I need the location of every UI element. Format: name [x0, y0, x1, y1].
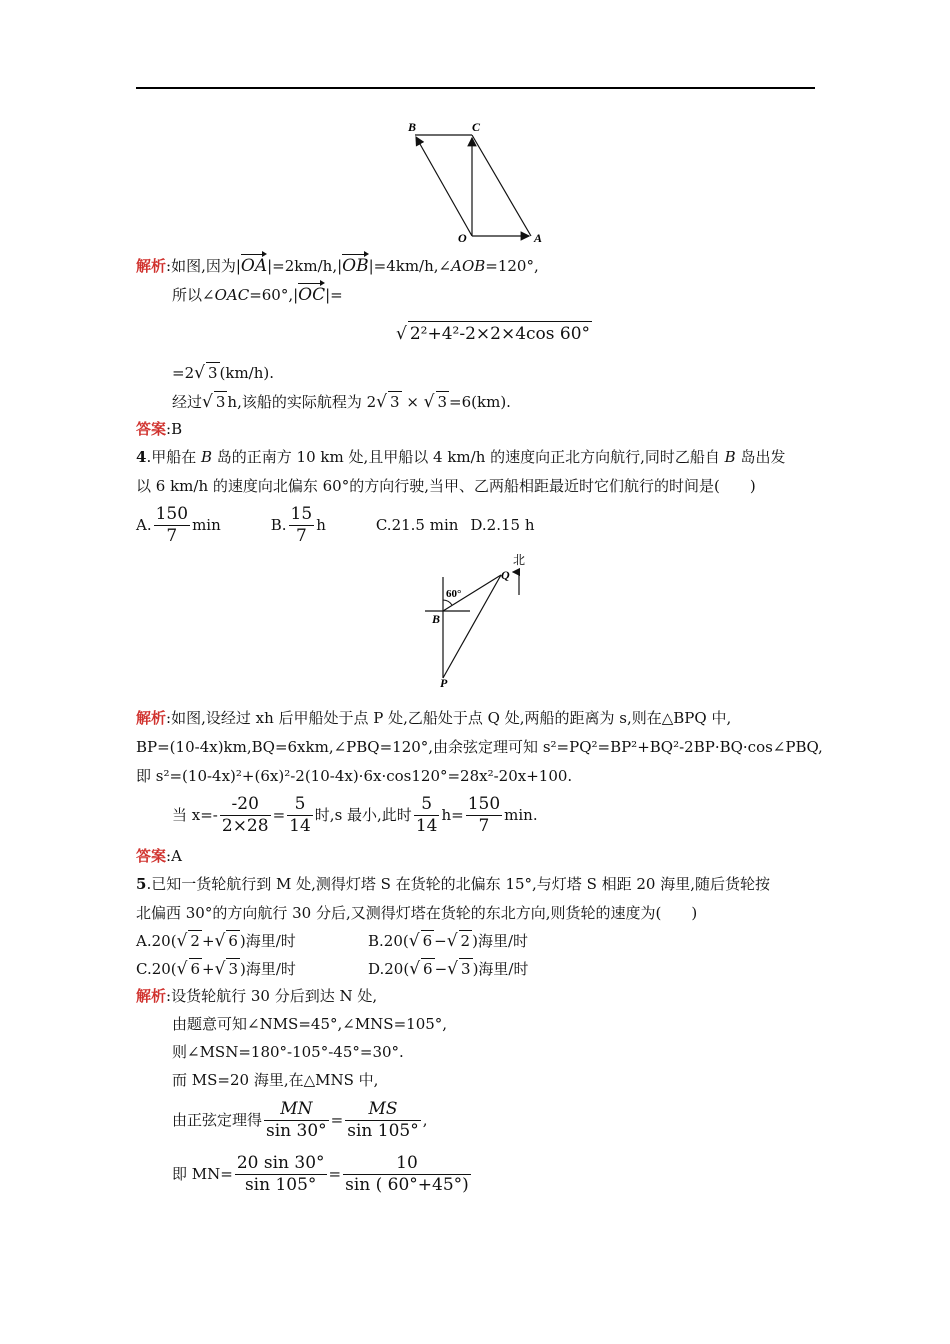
fraction — [289, 504, 315, 547]
text: |= — [325, 286, 343, 304]
unit: h — [316, 516, 326, 534]
denominator: 7 — [295, 525, 307, 546]
answer-value: :A — [166, 847, 182, 865]
text: BP=(10-4x)km,BQ=6xkm,∠PBQ=120°,由余弦定理可知 s²=PQ²=BP²+BQ²-2BP·BQ·cos∠PBQ, — [136, 738, 823, 756]
denominator: 14 — [289, 815, 311, 836]
denominator: sin 30° — [266, 1120, 327, 1141]
text: h= — [441, 806, 464, 824]
text: 时,s 最小,此时 — [314, 806, 412, 824]
numerator: MS — [345, 1099, 420, 1121]
numerator: 10 — [343, 1153, 471, 1175]
navigation-diagram — [420, 550, 535, 690]
answer-label: 答案 — [136, 847, 167, 865]
text: min. — [504, 806, 538, 824]
denominator: 2×28 — [221, 815, 269, 836]
option-a[interactable] — [136, 504, 221, 547]
text: 当 x=- — [172, 806, 218, 824]
question-number: 4 — [136, 448, 147, 466]
option-b[interactable] — [368, 930, 528, 951]
numerator: 5 — [287, 794, 313, 816]
vector-oc-label: OC — [298, 285, 326, 305]
text: , — [422, 1111, 428, 1129]
numerator: 150 — [467, 793, 501, 814]
fraction — [220, 794, 271, 837]
vector-oa-label: OA — [240, 256, 268, 276]
text: 岛的正南方 10 km 处,且甲船以 4 km/h 的速度向正北方向航行,同时乙船自 — [212, 448, 725, 466]
radicand: 6 — [423, 960, 433, 978]
text: A.20( — [136, 932, 177, 950]
radicand: 3 — [228, 960, 239, 978]
text: :如图,设经过 xh 后甲船处于点 P 处,乙船处于点 Q 处,两船的距离为 s,则在△BPQ 中, — [166, 709, 732, 727]
radicand: 6 — [228, 932, 238, 950]
equals-sign: = — [330, 1111, 344, 1129]
text: 北偏西 30°的方向航行 30 分后,又测得灯塔在货轮的东北方向,则货轮的速度为( ) — [136, 904, 698, 922]
radical-sign: √ — [176, 931, 188, 951]
radical-sign: √ — [176, 959, 188, 979]
text: 岛出发 — [735, 448, 786, 466]
text: × — [401, 393, 424, 411]
radicand: 3 — [215, 393, 226, 411]
q3-solution-line2 — [172, 283, 343, 305]
text: 由正弦定理得 — [172, 1111, 263, 1129]
text: |=2km/h,| — [267, 257, 343, 275]
q4-solution-line3 — [136, 766, 572, 786]
option-b[interactable] — [271, 504, 326, 547]
point-b: B — [200, 448, 213, 466]
numerator: 5 — [414, 794, 440, 816]
q4-stem-line1 — [136, 447, 785, 467]
q5-solution-line6 — [172, 1150, 473, 1198]
numerator: MN — [264, 1099, 329, 1121]
vector-ob — [416, 137, 472, 236]
radicand: 2 — [460, 932, 471, 950]
radicand: 3 — [461, 960, 471, 978]
north-label: 北 — [513, 553, 526, 567]
q5-solution-line4 — [172, 1070, 378, 1090]
denominator: sin 105° — [244, 1174, 317, 1195]
text: .甲船在 — [146, 448, 201, 466]
denominator: 7 — [478, 815, 490, 836]
fraction — [466, 794, 502, 837]
point-label-c: C — [472, 120, 481, 134]
denominator: sin 105° — [347, 1120, 419, 1141]
text: :如图,因为| — [166, 257, 241, 275]
text: :设货轮航行 30 分后到达 N 处, — [166, 987, 378, 1005]
text: =120°, — [485, 257, 539, 275]
radical-sign: √ — [408, 931, 420, 951]
radical-sign: √ — [194, 363, 205, 383]
solution-label: 解析 — [136, 257, 167, 275]
operator: + — [201, 932, 215, 950]
angle-name: AOB — [451, 257, 486, 275]
text: B.20( — [368, 932, 409, 950]
text: C.20( — [136, 960, 177, 978]
text: D.20( — [368, 960, 410, 978]
radical-sign: √ — [396, 324, 407, 344]
solution-label: 解析 — [136, 709, 167, 727]
point-b: B — [724, 448, 736, 466]
radical-sign: √ — [423, 392, 435, 412]
radical-sign: √ — [214, 931, 226, 951]
operator: − — [434, 960, 448, 978]
radical-sign: √ — [202, 392, 213, 412]
operator: + — [202, 960, 215, 978]
fraction — [343, 1153, 471, 1196]
answer-label: 答案 — [136, 420, 167, 438]
fraction — [414, 794, 440, 837]
angle-name: OAC — [214, 286, 250, 304]
angle-arc — [443, 600, 452, 605]
text: 以 6 km/h 的速度向北偏东 60°的方向行驶,当甲、乙两船相距最近时它们航行的时间是( ) — [136, 477, 756, 495]
question-number: 5 — [136, 875, 147, 893]
radical-sign: √ — [214, 959, 226, 979]
text: )海里/时 — [239, 932, 296, 950]
option-letter: A. — [136, 516, 152, 534]
q5-solution-line3 — [172, 1042, 404, 1062]
radicand: 6 — [190, 960, 201, 978]
q5-solution-line5 — [172, 1096, 428, 1144]
q3-formula — [396, 321, 592, 346]
q4-solution-line4 — [172, 792, 538, 838]
text: )海里/时 — [472, 932, 528, 950]
radical-sign: √ — [409, 959, 421, 979]
numerator: 15 — [290, 503, 313, 524]
equals-sign: = — [272, 806, 286, 824]
equals-sign: = — [328, 1165, 342, 1183]
q5-stem-line2 — [136, 903, 697, 923]
header-rule — [136, 87, 815, 89]
radicand: 3 — [207, 364, 218, 382]
radicand: 3 — [437, 393, 448, 411]
radicand: 6 — [422, 932, 433, 950]
text: 由题意可知∠NMS=45°,∠MNS=105°, — [172, 1015, 448, 1033]
radical-sign: √ — [446, 931, 458, 951]
option-d[interactable]: D.2.15 h — [470, 516, 535, 534]
fraction — [264, 1099, 329, 1142]
text: =6(km). — [449, 393, 511, 411]
point-label-q: Q — [501, 568, 510, 582]
fraction — [345, 1099, 420, 1142]
text: 经过 — [172, 393, 203, 411]
text: 即 s²=(10-4x)²+(6x)²-2(10-4x)·6x·cos120°=28x²-20x+100. — [136, 767, 573, 785]
fraction — [235, 1153, 327, 1196]
text: )海里/时 — [472, 960, 529, 978]
point-label-b: B — [432, 612, 441, 626]
numerator: -20 — [220, 794, 271, 816]
option-c[interactable]: C.21.5 min — [375, 516, 459, 534]
text: 而 MS=20 海里,在△MNS 中, — [172, 1071, 379, 1089]
point-label-o: O — [458, 231, 467, 245]
formula-radicand: 2²+4²-2×2×4cos 60° — [408, 321, 592, 346]
q4-solution-line1 — [136, 708, 731, 728]
text: |=4km/h,∠ — [368, 257, 452, 275]
option-letter: B. — [270, 516, 287, 534]
option-a[interactable] — [136, 930, 296, 951]
numerator: 150 — [155, 503, 189, 524]
segment-ca — [472, 135, 531, 236]
radical-sign: √ — [376, 392, 387, 412]
radical-sign: √ — [447, 959, 459, 979]
point-label-b: B — [408, 120, 417, 134]
text: .已知一货轮航行到 M 处,测得灯塔 S 在货轮的北偏东 15°,与灯塔 S 相距 20 海里,随后货轮按 — [146, 875, 771, 893]
fraction — [287, 794, 313, 837]
denominator: sin ( 60°+45°) — [345, 1174, 469, 1195]
q3-solution-line4 — [172, 391, 511, 412]
q4-options — [136, 502, 535, 548]
vector-ob-label: OB — [342, 256, 369, 276]
text: (km/h). — [219, 364, 275, 382]
option-d[interactable] — [368, 958, 528, 979]
q5-solution-line1 — [136, 986, 377, 1006]
denominator: 7 — [166, 525, 178, 546]
q4-answer — [136, 846, 182, 866]
vector-diagram — [400, 118, 560, 248]
q5-solution-line2 — [172, 1014, 447, 1034]
text: 所以∠ — [172, 286, 215, 304]
q4-stem-line2 — [136, 476, 756, 496]
q3-answer — [136, 419, 182, 439]
option-c[interactable] — [136, 958, 296, 979]
angle-label: 60° — [446, 588, 462, 600]
numerator: 20 sin 30° — [236, 1152, 325, 1173]
text: 则∠MSN=180°-105°-45°=30°. — [172, 1043, 404, 1061]
q4-solution-line2 — [136, 737, 823, 757]
radicand: 3 — [390, 393, 400, 411]
radicand: 2 — [190, 932, 200, 950]
text: =60°,| — [249, 286, 299, 304]
operator: − — [434, 932, 447, 950]
text: h,该船的实际航程为 2 — [227, 393, 377, 411]
denominator: 14 — [415, 815, 438, 836]
text: 即 MN= — [172, 1165, 233, 1183]
answer-value: :B — [166, 420, 183, 438]
q3-result — [172, 362, 274, 383]
text: )海里/时 — [240, 960, 296, 978]
q3-solution-line1 — [136, 254, 539, 276]
text: =2 — [172, 364, 195, 382]
q5-stem-line1 — [136, 874, 770, 894]
fraction — [154, 504, 190, 547]
point-label-p: P — [440, 676, 448, 690]
solution-label: 解析 — [136, 987, 167, 1005]
unit: min — [192, 516, 221, 534]
point-label-a: A — [534, 231, 543, 245]
